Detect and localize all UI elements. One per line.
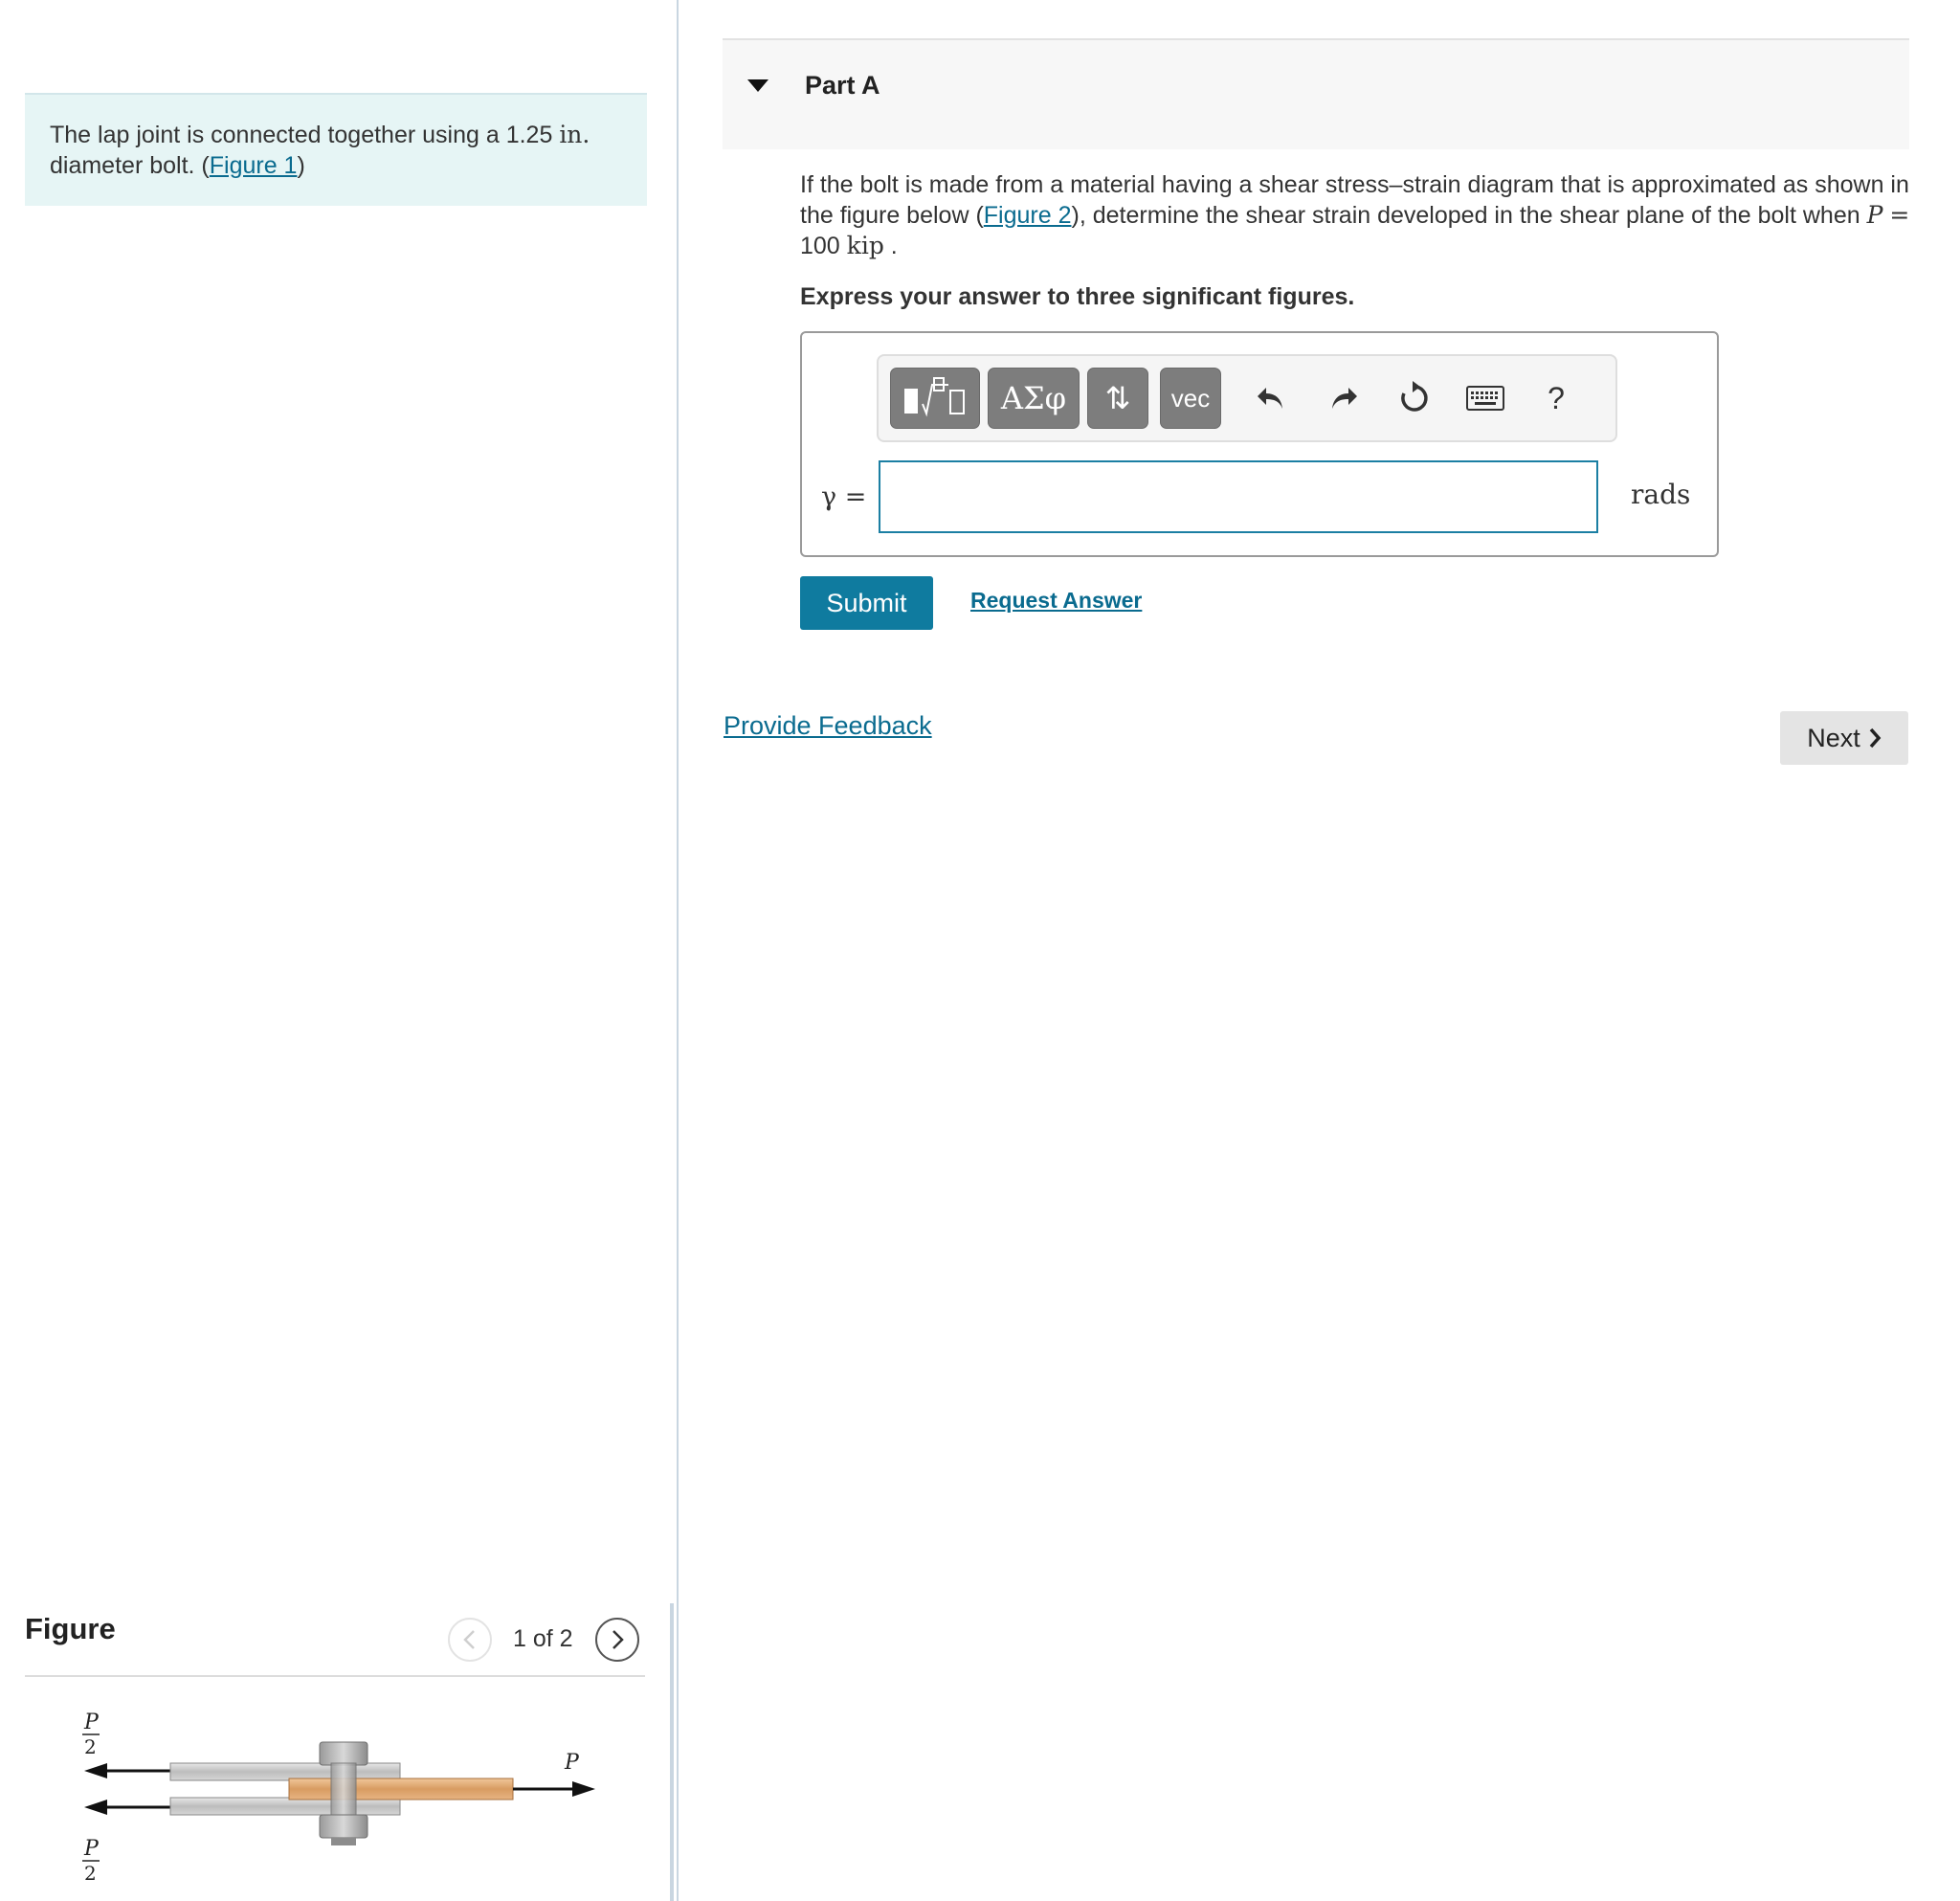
svg-text:P: P [84, 1711, 99, 1734]
figure-1-link[interactable]: Figure 1 [209, 152, 298, 179]
force-arrow-right [513, 1751, 595, 1797]
svg-text:2: 2 [84, 1862, 97, 1885]
math-toolbar [877, 354, 1617, 442]
question-text-2: ), determine the shear strain developed in the shear plane of the bolt when [1071, 202, 1860, 229]
question-text [800, 169, 1910, 261]
figure-title: Figure [25, 1612, 116, 1645]
reset-button[interactable] [1388, 369, 1441, 427]
templates-button[interactable] [890, 368, 980, 429]
answer-input[interactable] [879, 460, 1598, 533]
bottom-plate [170, 1798, 400, 1815]
label-p-over-2-top [82, 1711, 100, 1758]
intro-box [25, 93, 647, 206]
part-title: Part A [805, 71, 880, 100]
provide-feedback-link[interactable]: Provide Feedback [724, 711, 932, 740]
top-plate [170, 1763, 400, 1780]
figure-counter: 1 of 2 [513, 1625, 573, 1652]
intro-text-continued: diameter bolt. ( [50, 152, 210, 179]
svg-text:P: P [565, 1751, 579, 1775]
vec-icon: vec [1170, 383, 1211, 413]
force-arrow-bottom [84, 1800, 172, 1815]
greek-icon: ΑΣφ [1000, 380, 1067, 416]
gamma-label: γ = [821, 482, 867, 512]
middle-plate [289, 1778, 513, 1800]
answer-box [800, 331, 1719, 557]
question-period: . [890, 233, 898, 259]
chevron-left-icon [462, 1629, 478, 1650]
chevron-right-icon [610, 1629, 625, 1650]
next-label: Next [1807, 723, 1860, 752]
chevron-right-icon [1868, 727, 1882, 749]
vec-button[interactable] [1160, 368, 1221, 429]
reset-icon [1397, 381, 1432, 415]
load-unit: kip [846, 232, 884, 259]
figure-2-link[interactable]: Figure 2 [983, 202, 1072, 229]
intro-unit: in. [559, 121, 590, 148]
arrows-button[interactable] [1087, 368, 1148, 429]
help-icon: ? [1548, 380, 1565, 415]
submit-button[interactable]: Submit [800, 576, 933, 630]
keyboard-button[interactable] [1459, 369, 1512, 427]
figure-next-button[interactable] [595, 1618, 639, 1662]
undo-icon [1255, 382, 1287, 414]
templates-icon [897, 375, 973, 421]
figure-prev-button[interactable] [448, 1618, 492, 1662]
redo-button[interactable] [1317, 369, 1370, 427]
intro-close-paren: ) [297, 152, 305, 179]
part-a-header[interactable] [723, 38, 1909, 149]
pane-divider [677, 0, 679, 1901]
answer-instruction: Express your answer to three significant figures. [800, 283, 1355, 310]
units-label: rads [1631, 479, 1691, 510]
undo-button[interactable] [1244, 369, 1298, 427]
question-text-1: If the bolt is made from a material having a shear stress–strain diagram that is approximated as shown in the figure below ( [800, 171, 1909, 229]
arrows-icon: ⇅ [1104, 381, 1131, 415]
help-button[interactable] [1529, 369, 1583, 427]
equals-sign: = [1889, 201, 1910, 229]
redo-icon [1327, 382, 1360, 414]
force-arrow-top [84, 1763, 172, 1778]
pane-divider-accent [670, 1603, 674, 1901]
var-p: P [1866, 201, 1883, 229]
left-pane [0, 0, 679, 1901]
triangle-down-icon[interactable] [747, 79, 768, 93]
svg-text:2: 2 [84, 1735, 97, 1758]
svg-text:P: P [84, 1837, 99, 1861]
intro-text: The lap joint is connected together using a 1.25 [50, 122, 553, 148]
figure-divider [25, 1675, 645, 1677]
keyboard-icon [1466, 386, 1504, 411]
request-answer-link[interactable]: Request Answer [970, 588, 1143, 613]
label-p-over-2-bottom [82, 1837, 100, 1885]
next-button[interactable] [1780, 711, 1908, 765]
load-value: 100 [800, 233, 840, 259]
greek-button[interactable] [988, 368, 1080, 429]
lap-joint-figure [67, 1704, 622, 1895]
